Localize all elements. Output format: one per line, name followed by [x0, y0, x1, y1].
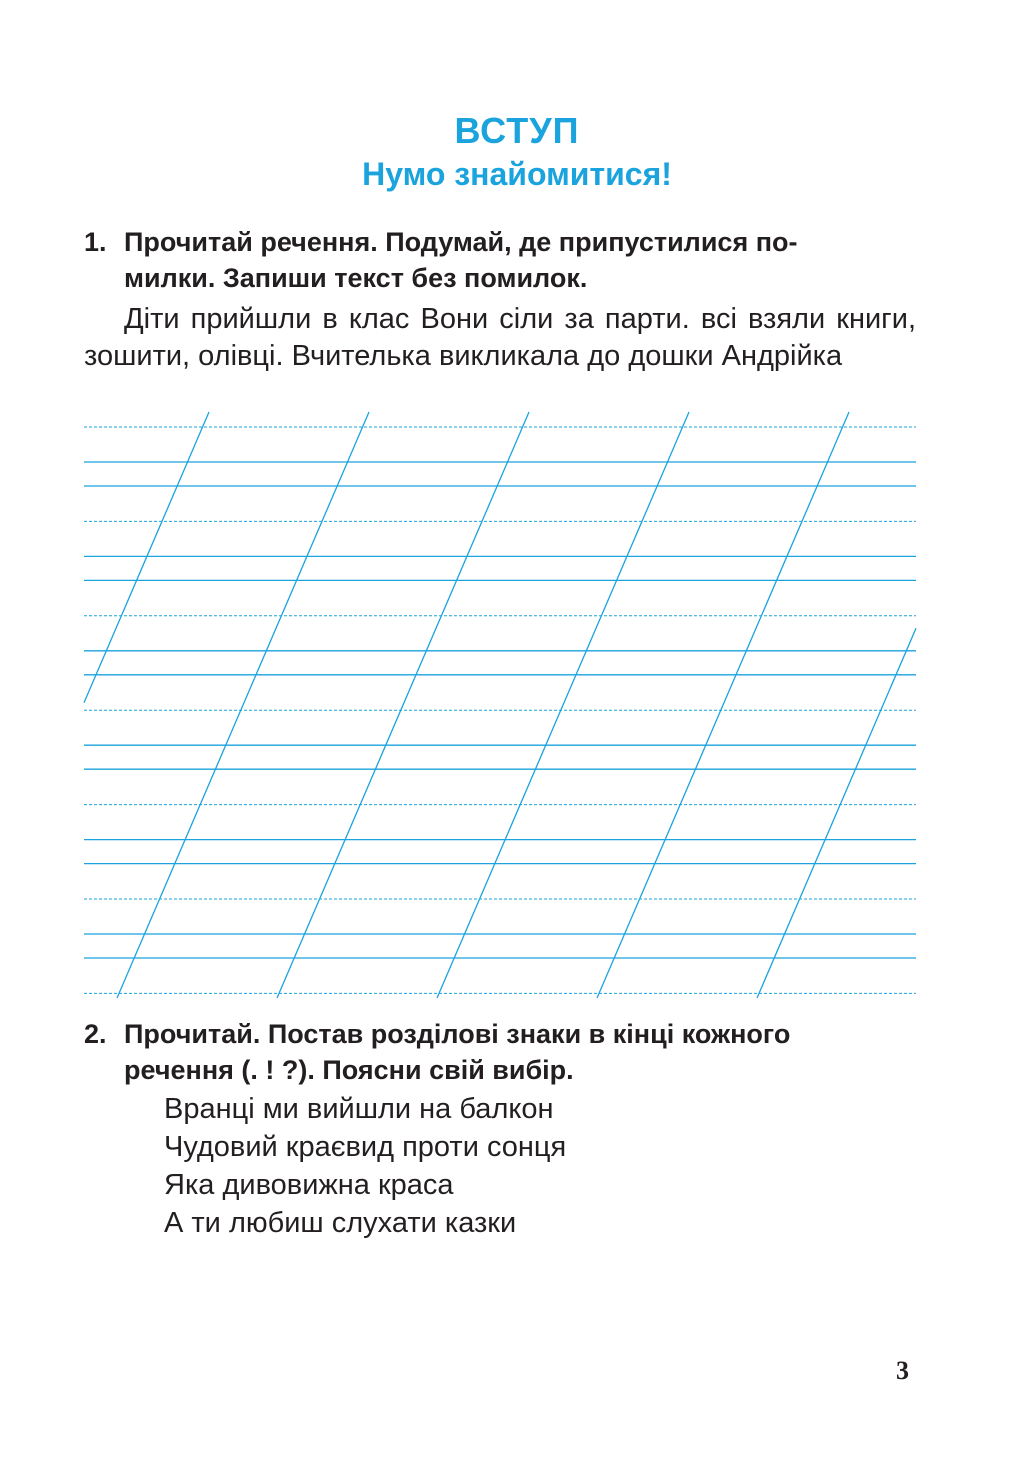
task-2-number: 2. [84, 1019, 107, 1049]
task-2-instruction-line1: Прочитай. Постав розділові знаки в кінці кожного [124, 1019, 791, 1049]
task-1-number: 1. [84, 227, 107, 257]
sentence-2: Чудовий краєвид проти сонця [164, 1131, 567, 1163]
grid-slant-line [757, 628, 916, 998]
task-2-instruction-line2: речення (. ! ?). Поясни свій вибір. [124, 1055, 574, 1085]
sentence-1: Вранці ми вийшли на балкон [164, 1093, 554, 1125]
page-subtitle: Нумо знайомитися! [362, 156, 672, 192]
page-number: 3 [896, 1356, 909, 1385]
task-2-sentences [164, 1090, 566, 1242]
grid-slant-line [437, 412, 689, 998]
grid-slant-line [277, 412, 529, 998]
task-1-instruction-line2: милки. Запиши текст без помилок. [124, 263, 588, 293]
grid-slant-line [84, 412, 209, 703]
task-2-instruction [84, 1016, 916, 1088]
grid-slant-line [117, 412, 369, 998]
grid-slant-line [597, 412, 849, 998]
task-1-paragraph: Діти прийшли в клас Вони сіли за парти. всі взяли книги, зошити, олівці. Вчителька викликала до дошки Андрійка [84, 303, 916, 372]
section-title: ВСТУП [454, 110, 580, 151]
task-1-instruction-line1: Прочитай речення. Подумай, де припустилися по- [124, 227, 798, 257]
sentence-4: А ти любиш слухати казки [164, 1207, 517, 1239]
sentence-3: Яка дивовижна краса [164, 1169, 454, 1201]
task-2 [84, 1016, 916, 1088]
